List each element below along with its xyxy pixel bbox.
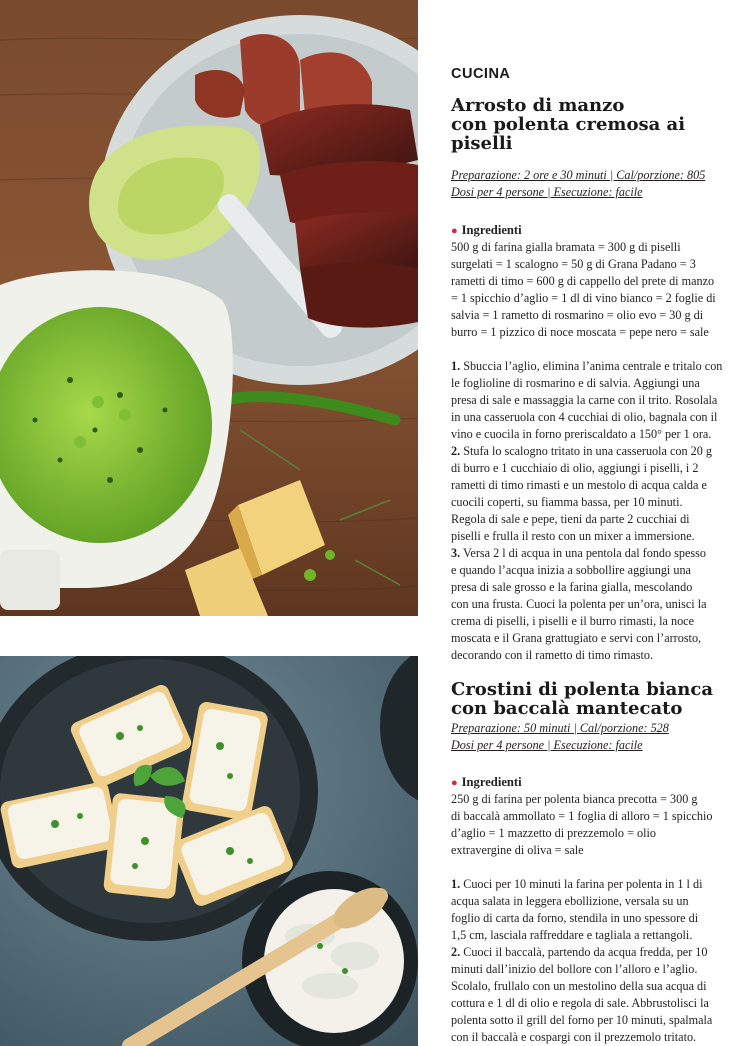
step-line: foglio di carta da forno, stendila in uno spessore di [451,911,699,925]
step-line: Versa 2 l di acqua in una pentola dal fondo spesso [462,546,706,560]
recipe2-block [451,680,739,1046]
recipe1-title [451,96,739,153]
recipe1-step-2 [451,443,739,545]
ingredient-line: burro = 1 pizzico di noce moscata = pepe nero = sale [451,325,709,339]
step-line: piselli e frulla il resto con un mixer a immersione. [451,529,695,543]
step-line: cottura e 1 dl di olio e regola di sale. Abbrustolisci la [451,996,709,1010]
step-line: in una casseruola con 4 cucchiai di olio, bagnala con il [451,410,718,424]
step-line: Cuoci per 10 minuti la farina per polenta in 1 l di [463,877,703,891]
step-line: vino e cuocila in forno preriscaldato a 150° per 1 ora. [451,427,712,441]
step-line: con il baccalà e cospargi con il prezzemolo tritato. [451,1030,697,1044]
step-line: di burro e 1 cucchiaio di olio, aggiungi i piselli, i 2 [451,461,699,475]
ingredient-line: di baccalà ammollato = 1 foglia di alloro = 1 spicchio [451,809,713,823]
step-line: Cuoci il baccalà, partendo da acqua fredda, per 10 [463,945,708,959]
step-line: Stufa lo scalogno tritato in una casseruola con 20 g [463,444,712,458]
recipe2-title [451,680,739,718]
ingredient-line: extravergine di oliva = sale [451,843,584,857]
recipe2-title-line1: Crostini di polenta bianca [451,679,713,700]
recipe2-meta-line1: Preparazione: 50 minuti | Cal/porzione: 528 [451,721,669,735]
step-number: 2. [451,945,461,959]
ingredient-line: surgelati = 1 scalogno = 50 g di Grana Padano = 3 [451,257,696,271]
step-line: acqua salata in leggera ebollizione, versala su un [451,894,689,908]
step-line: cuocili coperti, su fiamma bassa, per 10 minuti. [451,495,683,509]
step-line: presa di sale e massaggia la carne con il trito. Rosolala [451,393,718,407]
recipe1-step-3 [451,545,739,664]
ingredient-line: = 1 spicchio d’aglio = 1 dl di vino bianco = 2 foglie di [451,291,716,305]
step-line: presa di sale grosso e la farina gialla, mescolando [451,580,693,594]
recipe1-step-1 [451,358,739,443]
roast-beef-pea-polenta-photo [0,0,418,616]
ingredient-line: d’aglio = 1 mazzetto di prezzemolo = olio [451,826,656,840]
ingredient-line: 250 g di farina per polenta bianca precotta = 300 g [451,792,698,806]
bullet-icon: ● [451,225,458,237]
recipe1-ingredients-label: Ingredienti [461,223,522,237]
step-number: 1. [451,359,461,373]
step-line: minuti dall’inizio del bollore con l’alloro e l’aglio. [451,962,698,976]
step-number: 3. [451,546,461,560]
step-line: polenta sotto il grill del forno per 10 minuti, spalmala [451,1013,713,1027]
recipe2-title-line2: con baccalà mantecato [451,698,683,719]
recipe1-meta-line1: Preparazione: 2 ore e 30 minuti | Cal/porzione: 805 [451,168,706,182]
recipe1-steps [451,358,739,664]
step-line: decorando con il rametto di timo rimasto. [451,648,654,662]
recipe1-meta-line2: Dosi per 4 persone | Esecuzione: facile [451,185,643,199]
recipe1-meta [451,167,739,201]
step-line: Sbuccia l’aglio, elimina l’anima centrale e tritalo con [463,359,723,373]
recipe1-block [451,66,739,664]
step-line: Regola di sale e pepe, tieni da parte 2 cucchiai di [451,512,690,526]
step-line: crema di piselli, i piselli e il burro rimasti, la noce [451,614,695,628]
bullet-icon: ● [451,777,458,789]
section-label: CUCINA [451,66,511,82]
recipe2-steps [451,876,739,1046]
recipe1-ingredients [451,239,739,341]
ingredient-line: rametti di timo = 600 g di cappello del prete di manzo [451,274,715,288]
step-line: Scolalo, frullalo con un mestolino della sua acqua di [451,979,707,993]
recipe1-title-line2: con polenta cremosa ai piselli [451,114,686,154]
step-line: e quando l’acqua inizia a sobbollire aggiungi una [451,563,691,577]
recipe2-ingredients-label: Ingredienti [461,775,522,789]
recipe2-ingredients [451,791,739,859]
step-number: 1. [451,877,461,891]
recipe1-ingredients-heading [451,222,739,239]
recipe2-ingredients-heading [451,774,739,791]
step-number: 2. [451,444,461,458]
recipe2-meta [451,720,739,754]
polenta-crostini-baccala-photo [0,656,418,1046]
recipe2-step-1 [451,876,739,944]
step-line: le foglioline di rosmarino e di salvia. Aggiungi una [451,376,700,390]
step-line: moscata e il Grana grattugiato e servi con l’arrosto, [451,631,702,645]
ingredient-line: 500 g di farina gialla bramata = 300 g di piselli [451,240,681,254]
step-line: con una frusta. Cuoci la polenta per un’ora, unisci la [451,597,707,611]
recipe2-meta-line2: Dosi per 4 persone | Esecuzione: facile [451,738,643,752]
ingredient-line: salvia = 1 rametto di rosmarino = olio evo = 30 g di [451,308,704,322]
recipe2-step-2 [451,944,739,1046]
step-line: 1,5 cm, lasciala raffreddare e tagliala a rettangoli. [451,928,693,942]
recipe1-title-line1: Arrosto di manzo [451,95,625,116]
step-line: rametti di timo rimasti e un mestolo di acqua calda e [451,478,707,492]
